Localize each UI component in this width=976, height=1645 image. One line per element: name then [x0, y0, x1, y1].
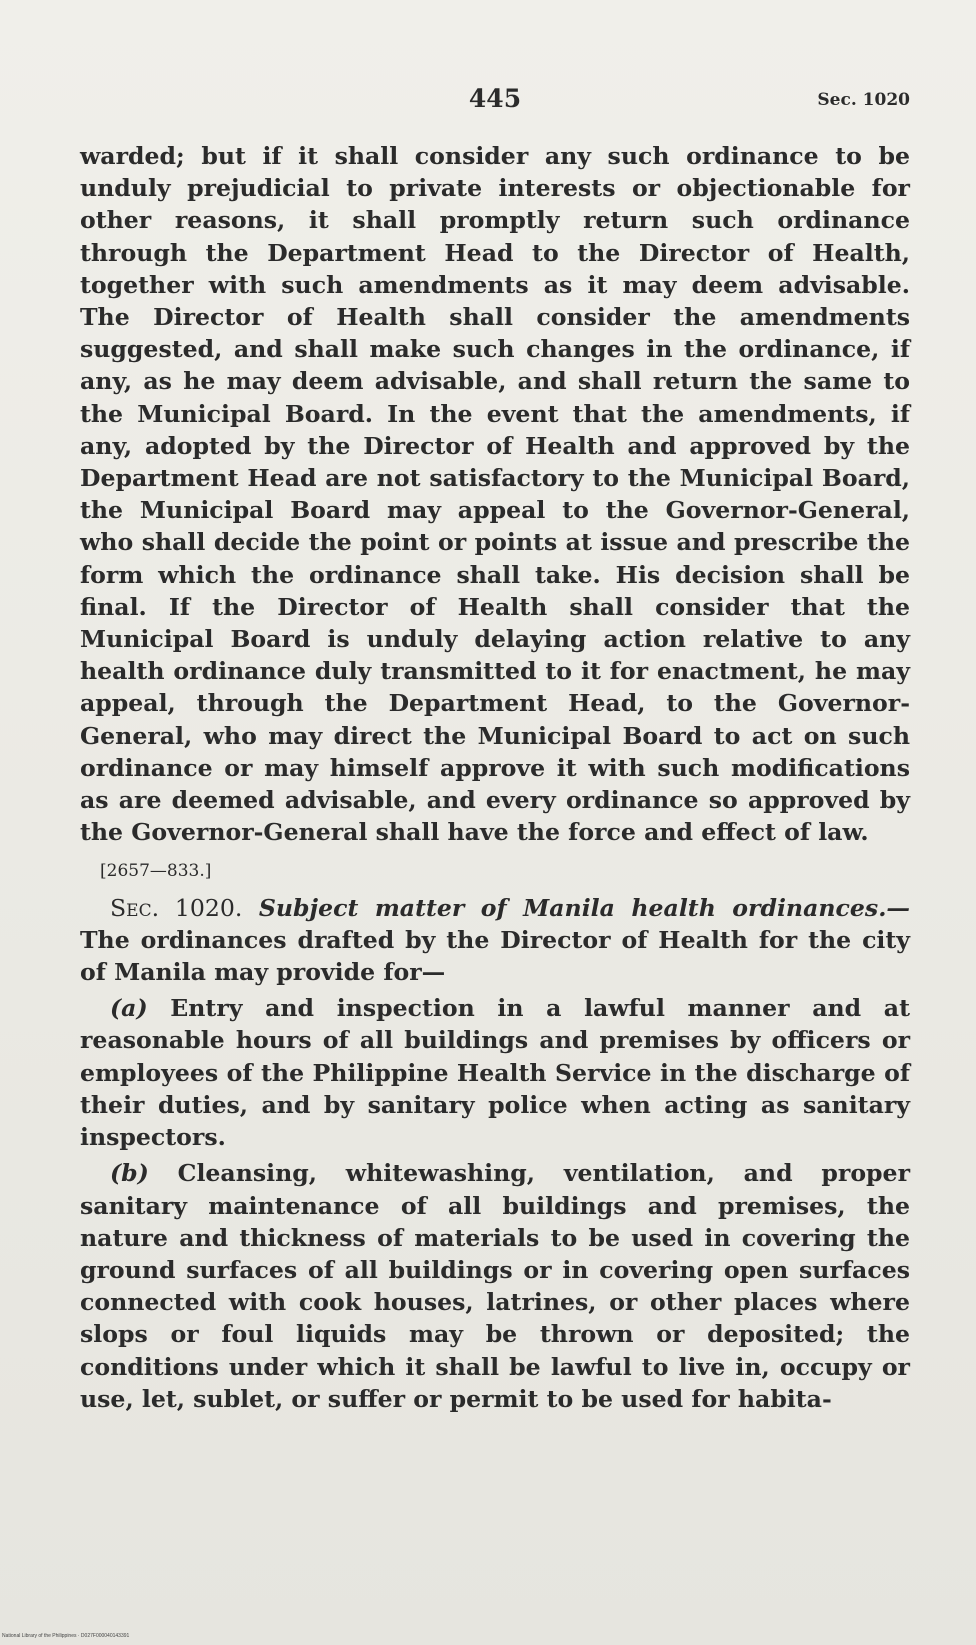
- section-intro-text: The ordinances drafted by the Director of Health for the city of Manila may provide for—: [80, 925, 910, 987]
- running-section-reference: Sec. 1020: [817, 90, 910, 110]
- item-a-label: (a): [110, 994, 148, 1023]
- item-b-text: Cleansing, whitewashing, ventilation, and proper sanitary maintenance of all buildings and premises, the nature and thickness of materials to be used in covering the ground surfaces of all buildings or in covering open surfaces connected with cook houses, latrines, or other places where slops or foul liquids may be thrown or deposited; the conditions under which it shall be lawful to live in, occupy or use, let, sublet, or suffer or permit to be used for habita-: [80, 1159, 911, 1413]
- section-title: Subject matter of Manila health ordinances.—: [258, 893, 910, 922]
- item-b-paragraph: [80, 1157, 910, 1415]
- page-number: 445: [468, 84, 522, 113]
- item-a-text: Entry and inspection in a lawful manner and at reasonable hours of all buildings and premises by officers or employees of the Philippine Health Service in the discharge of their duties, and by sanitary police when acting as sanitary inspectors.: [80, 994, 910, 1152]
- paragraph-continuation: warded; but if it shall consider any such ordinance to be unduly prejudicial to private interests or objectionable for other reasons, it shall promptly return such ordinance through the Department Head to the Director of Health, together with such amendments as it may deem advisable. The Director of Health shall consider the amendments suggested, and shall make such changes in the ordinance, if any, as he may deem advisable, and shall return the same to the Municipal Board. In the event that the amendments, if any, adopted by the Director of Health and approved by the Department Head are not satisfactory to the Municipal Board, the Municipal Board may appeal to the Governor-General, who shall decide the point or points at issue and prescribe the form which the ordinance shall take. His decision shall be final. If the Director of Health shall consider that the Municipal Board is unduly delaying action relative to any health ordinance duly transmitted to it for enactment, he may appeal, through the Department Head, to the Governor-General, who may direct the Municipal Board to act on such ordinance or may himself approve it with such modifications as are deemed advisable, and every ordinance so approved by the Governor-General shall have the force and effect of law.: [80, 142, 910, 847]
- section-1020-paragraph: [80, 892, 910, 989]
- item-a-paragraph: [80, 992, 910, 1153]
- item-b-label: (b): [110, 1159, 149, 1188]
- page-header: [80, 84, 910, 118]
- section-label: Sec. 1020.: [110, 893, 243, 922]
- citation: [2657—833.]: [100, 861, 212, 882]
- page-body: [80, 140, 910, 1415]
- scan-footer: National Library of the Philippines · D027F000040143391: [2, 1633, 130, 1639]
